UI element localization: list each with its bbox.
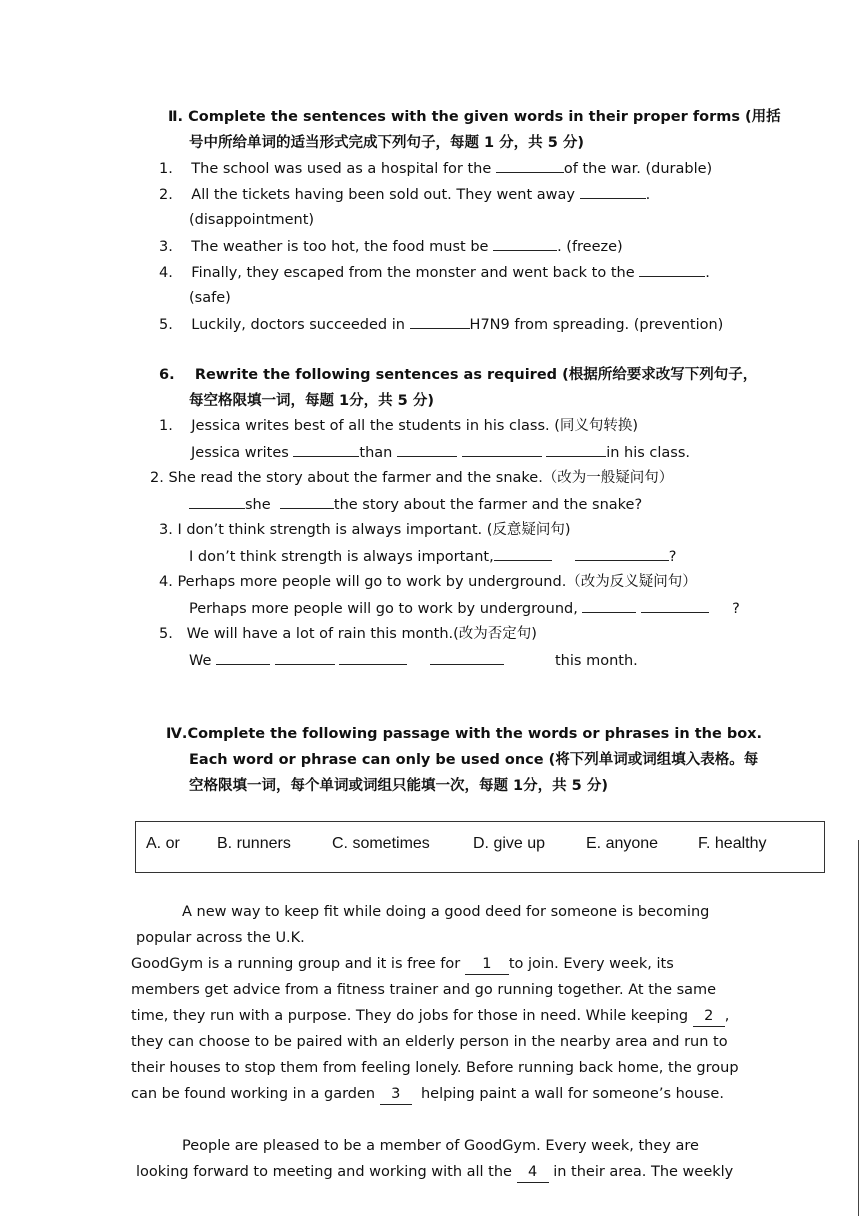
s3-item-2-answer: she the story about the farmer and the snake?	[189, 494, 642, 515]
section-3-heading: 6. Rewrite the following sentences as required (根据所给要求改写下列句子，	[159, 367, 758, 383]
passage-p1-line2: popular across the U.K.	[136, 930, 305, 946]
answer-blank[interactable]	[496, 158, 564, 173]
s2-item-1: 1. The school was used as a hospital for the of the war. (durable)	[159, 158, 712, 179]
answer-blank[interactable]	[494, 546, 552, 561]
answer-blank[interactable]	[339, 650, 407, 665]
option-c: C. sometimes	[332, 835, 430, 852]
s2-item-5: 5. Luckily, doctors succeeded in H7N9 from spreading. (prevention)	[159, 314, 723, 335]
section-4-heading: Ⅳ.Complete the following passage with the words or phrases in the box.	[166, 726, 763, 742]
answer-blank[interactable]	[410, 314, 470, 329]
s3-item-5-answer: We this month.	[189, 650, 638, 671]
answer-blank[interactable]	[280, 494, 334, 509]
section-3-heading-cont: 每空格限填一词，每题 1分，共 5 分)	[189, 393, 434, 409]
s3-item-1: 1. Jessica writes best of all the students in his class. (同义句转换)	[159, 418, 639, 434]
answer-blank[interactable]	[580, 184, 646, 199]
s3-item-4-answer: Perhaps more people will go to work by underground, ?	[189, 598, 740, 619]
option-e: E. anyone	[586, 835, 659, 852]
option-d: D. give up	[473, 835, 546, 852]
section-4-heading-cont: Each word or phrase can only be used once (将下列单词或词组填入表格。每	[189, 752, 759, 768]
passage-p2-line4: they can choose to be paired with an elderly person in the nearby area and run to	[131, 1034, 728, 1050]
passage-p1-line1: A new way to keep fit while doing a good deed for someone is becoming	[182, 904, 710, 920]
passage-p2-line3: time, they run with a purpose. They do jobs for those in need. While keeping 2 ,	[131, 1006, 729, 1027]
passage-p2-line5: their houses to stop them from feeling lonely. Before running back home, the group	[131, 1060, 739, 1076]
answer-blank[interactable]	[275, 650, 335, 665]
answer-blank[interactable]	[216, 650, 270, 665]
s3-item-3-answer: I don’t think strength is always important, ?	[189, 546, 676, 567]
passage-p2-line6: can be found working in a garden 3 helping paint a wall for someone’s house.	[131, 1084, 724, 1105]
s3-item-3: 3. I don’t think strength is always important. (反意疑问句)	[159, 522, 571, 538]
s2-item-2-line2: (disappointment)	[189, 212, 315, 228]
blank-4[interactable]: 4	[517, 1162, 549, 1183]
answer-blank[interactable]	[582, 598, 636, 613]
passage-p2-line1: GoodGym is a running group and it is free for 1 to join. Every week, its	[131, 954, 674, 975]
s3-item-5: 5. We will have a lot of rain this month.(改为否定句)	[159, 626, 537, 642]
answer-blank[interactable]	[575, 546, 669, 561]
answer-blank[interactable]	[293, 442, 359, 457]
answer-blank[interactable]	[546, 442, 606, 457]
answer-blank[interactable]	[430, 650, 504, 665]
section-4-heading-cont2: 空格限填一词，每个单词或词组只能填一次，每题 1分，共 5 分)	[189, 778, 608, 794]
s3-item-4: 4. Perhaps more people will go to work by underground.（改为反义疑问句）	[159, 574, 697, 590]
passage-p3-line1: People are pleased to be a member of GoodGym. Every week, they are	[182, 1138, 699, 1154]
blank-1[interactable]: 1	[465, 954, 509, 975]
s3-item-1-answer: Jessica writes than in his class.	[191, 442, 690, 463]
s2-item-3: 3. The weather is too hot, the food must be . (freeze)	[159, 236, 623, 257]
section-2-heading: Ⅱ. Complete the sentences with the given words in their proper forms (用括	[168, 109, 781, 125]
s2-item-4: 4. Finally, they escaped from the monster and went back to the .	[159, 262, 710, 283]
word-box	[135, 821, 825, 873]
passage-p2-line2: members get advice from a fitness trainer and go running together. At the same	[131, 982, 717, 998]
answer-blank[interactable]	[397, 442, 457, 457]
answer-blank[interactable]	[639, 262, 705, 277]
option-f: F. healthy	[698, 835, 767, 852]
option-b: B. runners	[217, 835, 291, 852]
answer-blank[interactable]	[493, 236, 557, 251]
blank-2[interactable]: 2	[693, 1006, 725, 1027]
answer-blank[interactable]	[189, 494, 245, 509]
answer-blank[interactable]	[462, 442, 542, 457]
page-edge-divider	[858, 840, 859, 1216]
s2-item-2: 2. All the tickets having been sold out. They went away .	[159, 184, 650, 205]
answer-blank[interactable]	[641, 598, 709, 613]
s2-item-4-line2: (safe)	[189, 290, 231, 306]
passage-p3-line2: looking forward to meeting and working with all the 4 in their area. The weekly	[136, 1162, 733, 1183]
s3-item-2: 2. She read the story about the farmer and the snake.（改为一般疑问句）	[150, 470, 674, 486]
blank-3[interactable]: 3	[380, 1084, 412, 1105]
option-a: A. or	[146, 835, 180, 852]
section-2-heading-cont: 号中所给单词的适当形式完成下列句子，每题 1 分，共 5 分)	[189, 135, 584, 151]
